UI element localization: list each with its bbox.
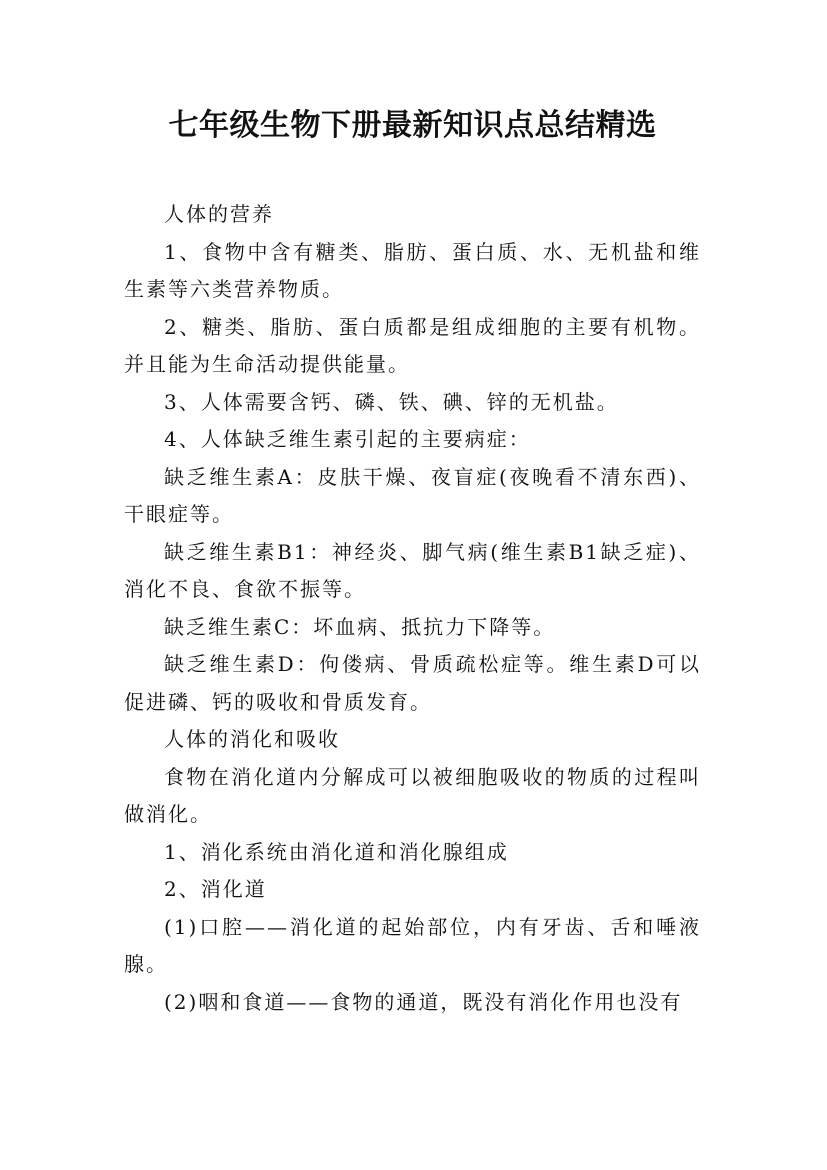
- paragraph-vitamin-d: 缺乏维生素D：佝偻病、骨质疏松症等。维生素D可以促进磷、钙的吸收和骨质发育。: [124, 652, 701, 714]
- document-title: 七年级生物下册最新知识点总结精选: [168, 108, 657, 143]
- paragraph-vitamin-deficiency-intro: 4、人体缺乏维生素引起的主要病症：: [164, 427, 531, 451]
- paragraph-vitamin-a: 缺乏维生素A：皮肤干燥、夜盲症(夜晚看不清东西)、干眼症等。: [124, 464, 701, 526]
- paragraph-digestive-system: 1、消化系统由消化道和消化腺组成: [164, 839, 509, 864]
- heading-human-nutrition: 人体的营养: [164, 202, 274, 226]
- paragraph-mouth: (1)口腔——消化道的起始部位，内有牙齿、舌和唾液腺。: [124, 914, 701, 976]
- paragraph-digestive-tract: 2、消化道: [164, 877, 267, 901]
- paragraph-vitamin-b1: 缺乏维生素B1：神经炎、脚气病(维生素B1缺乏症)、消化不良、食欲不振等。: [124, 539, 701, 601]
- paragraph-minerals: 3、人体需要含钙、磷、铁、碘、锌的无机盐。: [164, 389, 619, 414]
- paragraph-vitamin-c: 缺乏维生素C：坏血病、抵抗力下降等。: [164, 614, 556, 639]
- paragraph-digestion-definition: 食物在消化道内分解成可以被细胞吸收的物质的过程叫做消化。: [124, 764, 701, 826]
- heading-digestion-absorption: 人体的消化和吸收: [164, 727, 340, 751]
- paragraph-nutrients: 1、食物中含有糖类、脂肪、蛋白质、水、无机盐和维生素等六类营养物质。: [124, 239, 701, 301]
- document-body: [124, 196, 701, 1021]
- paragraph-organic-matter: 2、糖类、脂肪、蛋白质都是组成细胞的主要有机物。并且能为生命活动提供能量。: [124, 314, 701, 376]
- paragraph-pharynx-esophagus: (2)咽和食道——食物的通道，既没有消化作用也没有: [164, 989, 683, 1014]
